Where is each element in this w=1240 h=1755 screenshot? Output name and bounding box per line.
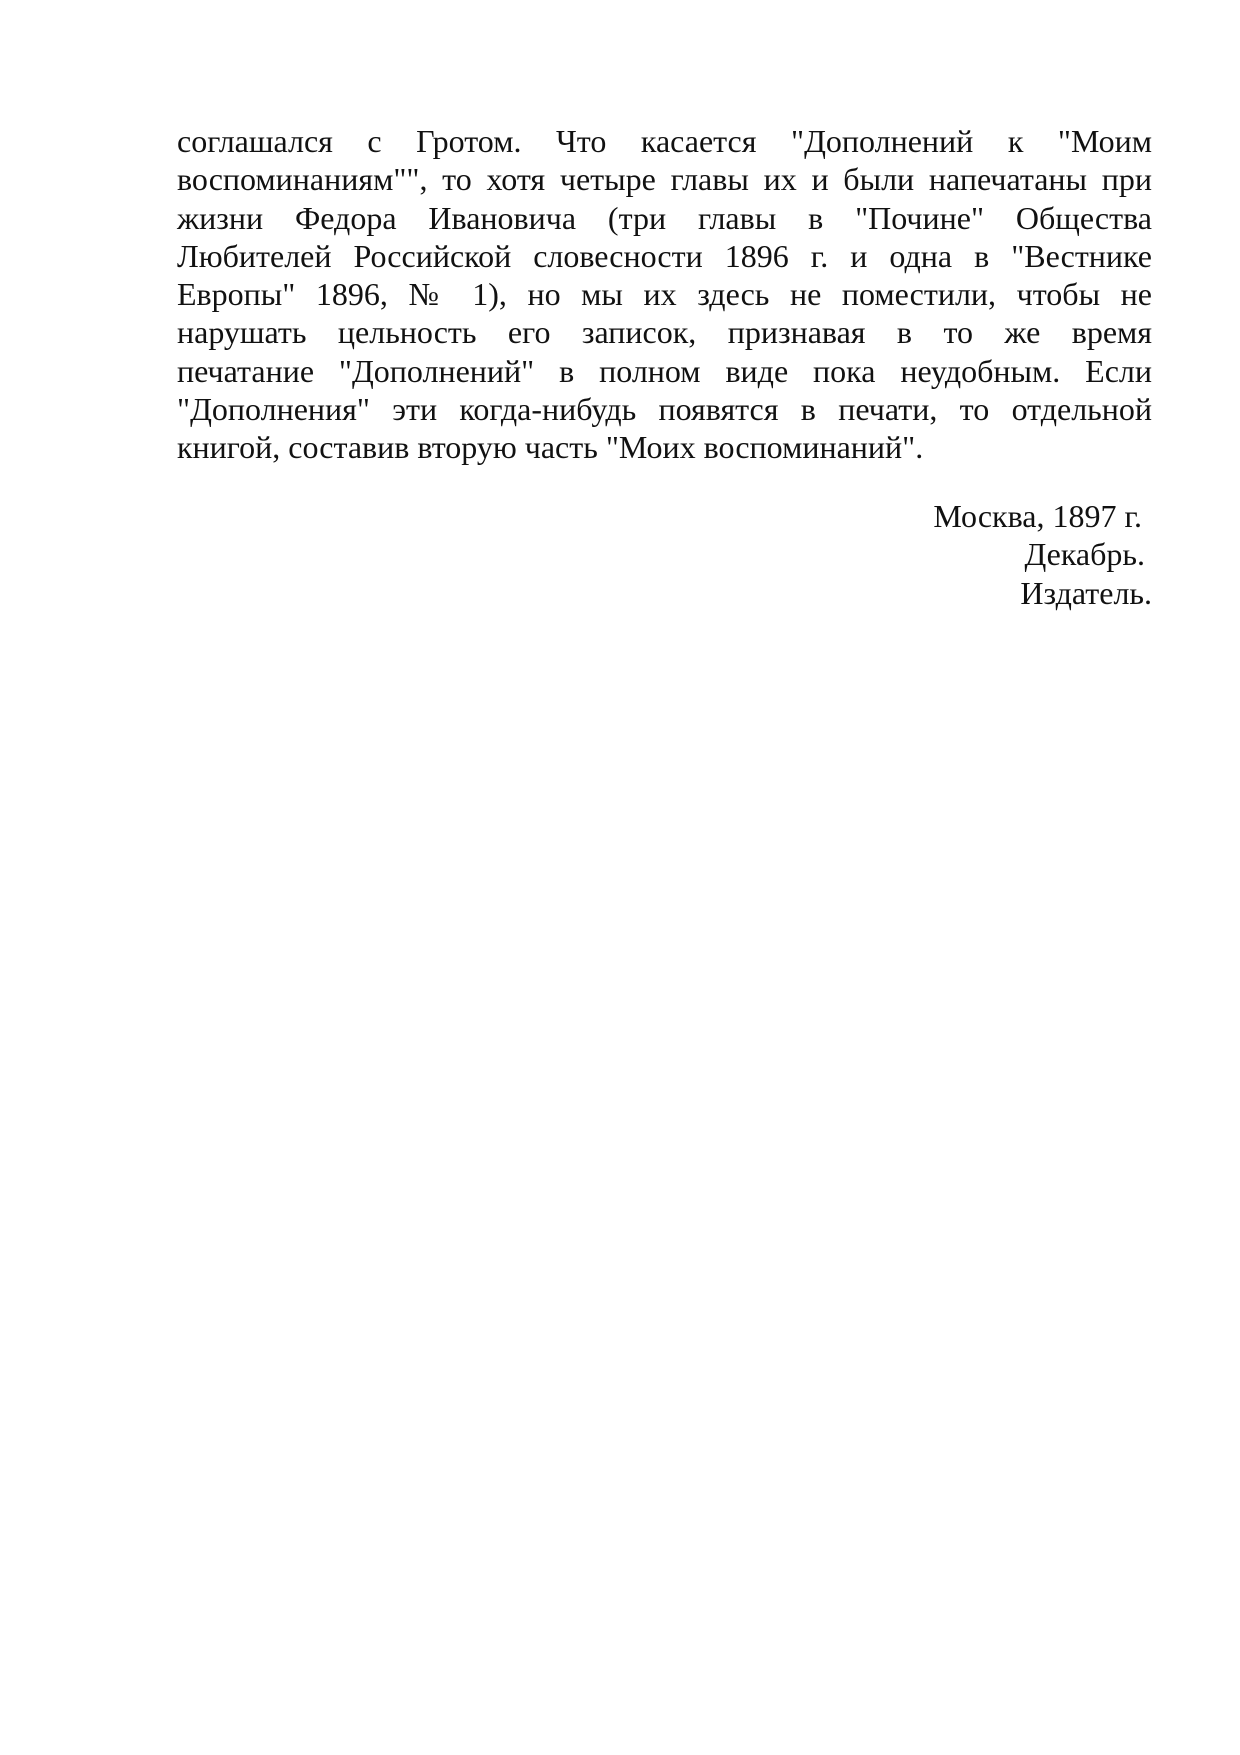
paragraph-line: книгой, составив вторую часть "Моих воспоминаний". [177,429,924,466]
signature-author: Издатель. [1020,574,1152,611]
paragraph-line: печатание "Дополнений" в полном виде пока неудобным. Если [177,352,1152,389]
paragraph-line: "Дополнения" эти когда-нибудь появятся в печати, то отдельной [177,391,1152,428]
paragraph-line: воспоминаниям"", то хотя четыре главы их и были напечатаны при [177,161,1152,198]
paragraph-line: нарушать цельность его записок, признавая в то же время [177,314,1152,351]
paragraph-line: жизни Федора Ивановича (три главы в "Почине" Общества [177,199,1152,236]
body-paragraph [177,122,1152,467]
paragraph-line: Любителей Российской словесности 1896 г. и одна в "Вестнике [177,237,1152,274]
paragraph-line: Европы" 1896, № 1), но мы их здесь не поместили, чтобы не [177,276,1152,313]
signature-month: Декабрь. [1024,536,1145,573]
paragraph-line: соглашался с Гротом. Что касается "Дополнений к "Моим [177,123,1152,159]
signature-place-date: Москва, 1897 г. [933,498,1142,534]
signature-block [177,497,1152,612]
